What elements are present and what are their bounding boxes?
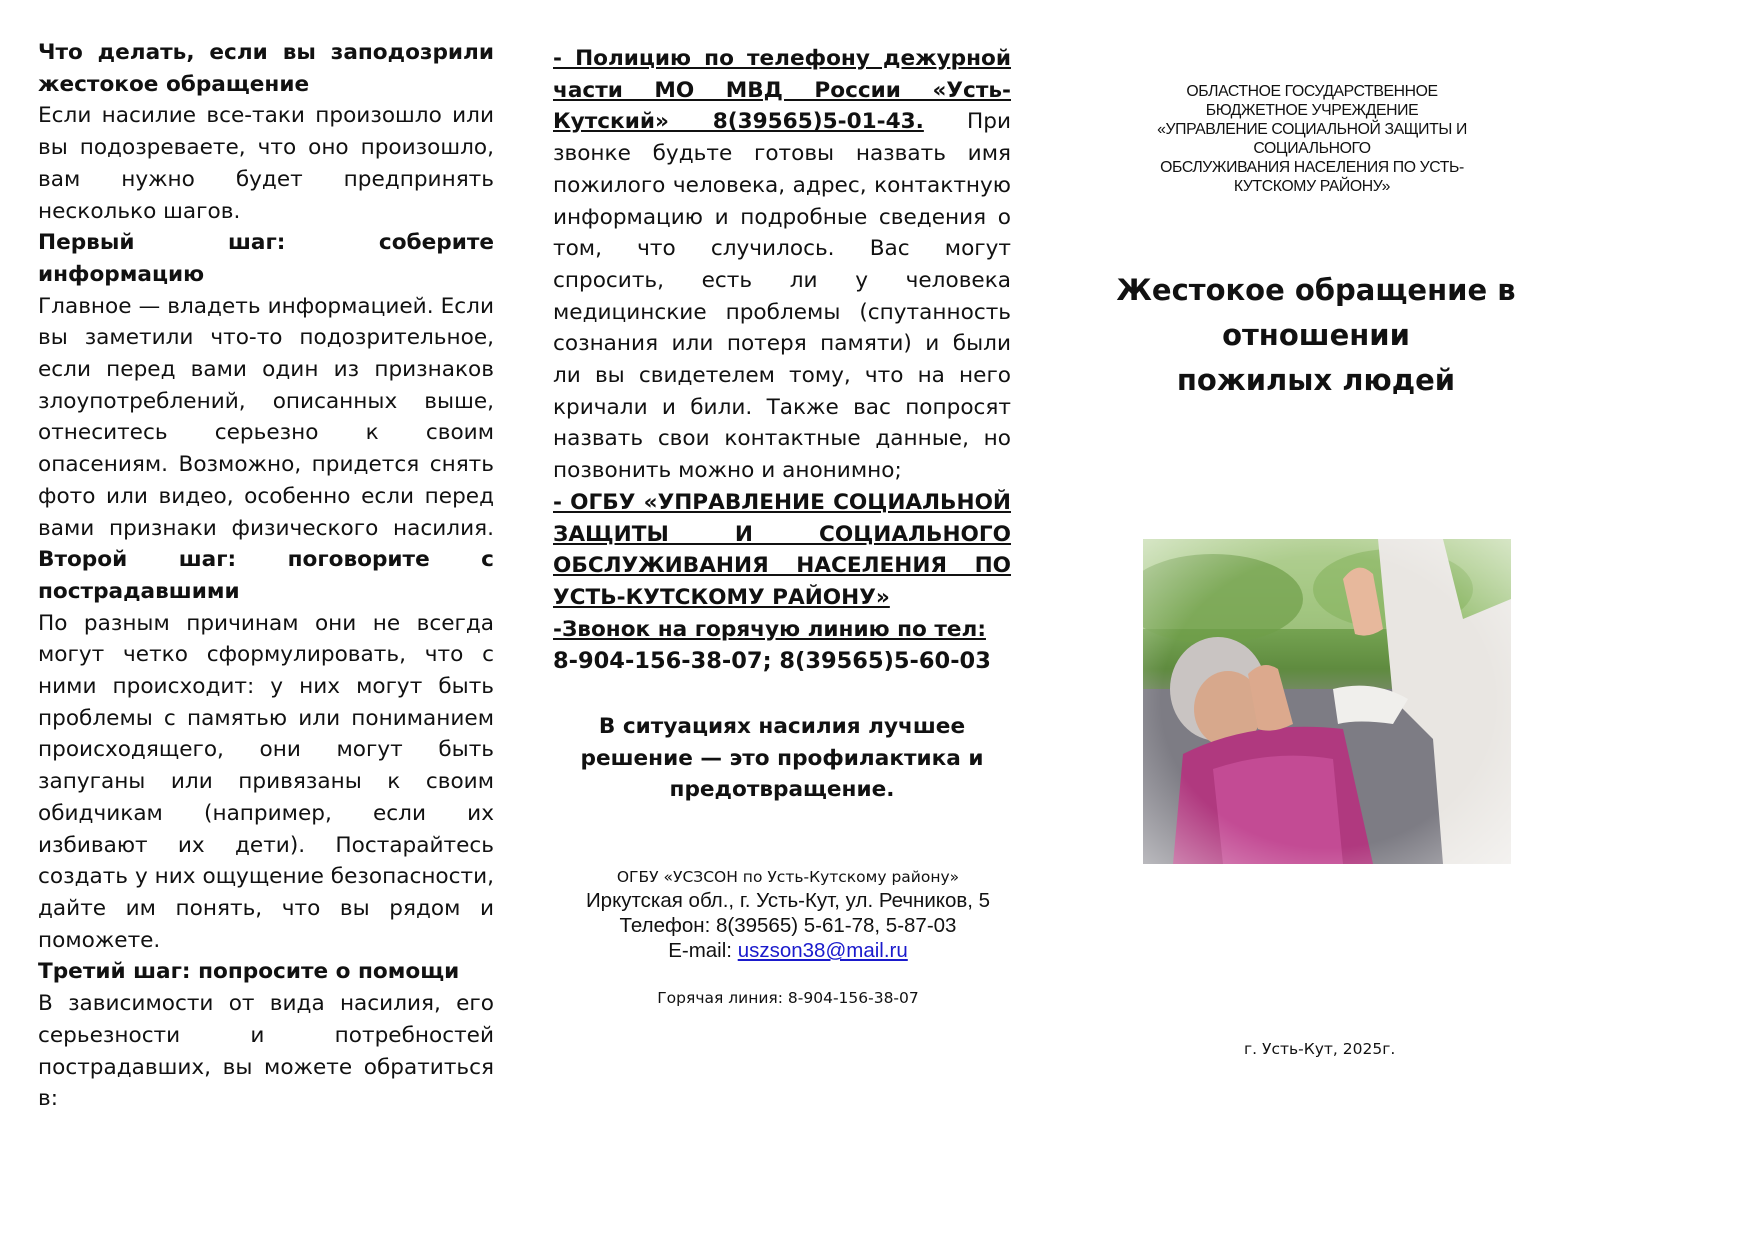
agency-line: БЮДЖЕТНОЕ УЧРЕЖДЕНИЕ: [1205, 102, 1419, 119]
step3-heading: Третий шаг: попросите о помощи: [38, 959, 460, 985]
email-link[interactable]: uszson38@mail.ru: [737, 939, 908, 962]
footer-org: ОГБУ «УСЗСОН по Усть-Кутскому району»: [616, 868, 960, 886]
agency-line: СОЦИАЛЬНОГО: [1253, 140, 1371, 157]
contact-footer: [553, 866, 1023, 1009]
section-heading: Что делать, если вы заподозрили жестокое обращение: [38, 40, 494, 97]
step1-paragraph: [38, 291, 494, 608]
police-paragraph: [553, 43, 1011, 487]
agency-header: [1126, 82, 1498, 196]
intro-text: Если насилие все-таки произошло или вы подозреваете, что оно произошло, вам нужно будет предпринять несколько шагов.: [38, 103, 494, 224]
middle-column: [553, 43, 1011, 806]
agency-line: «УПРАВЛЕНИЕ СОЦИАЛЬНОЙ ЗАЩИТЫ И: [1157, 121, 1467, 138]
agency-line: ОБСЛУЖИВАНИЯ НАСЕЛЕНИЯ ПО УСТЬ-: [1160, 159, 1464, 176]
step1-text: Главное — владеть информацией. Если вы заметили что-то подозрительное, если перед вами один из признаков злоупотреблений, описанных выше, отнеситесь серьезно к своим опасениям. Возможно, придется снять фото или видео, особенно если перед вами признаки физического насилия.: [38, 293, 494, 541]
step1-heading: Первый шаг: соберите информацию: [38, 230, 494, 287]
police-contact: - Полицию по телефону дежурной части МО МВД России «Усть-Кутский» 8(39565)5-01-43.: [553, 46, 1011, 135]
agency-contact: - ОГБУ «УПРАВЛЕНИЕ СОЦИАЛЬНОЙ ЗАЩИТЫ И СОЦИАЛЬНОГО ОБСЛУЖИВАНИЯ НАСЕЛЕНИЯ ПО УСТЬ-КУТСКОМУ РАЙОНУ»: [553, 489, 1011, 610]
left-column: [38, 37, 494, 1115]
slogan: В ситуациях насилия лучшее решение — это профилактика и предотвращение.: [580, 714, 984, 803]
photo-illustration: [1143, 539, 1511, 864]
hotline-numbers: 8-904-156-38-07; 8(39565)5-60-03: [553, 648, 991, 675]
hotline-label: -Звонок на горячую линию по тел:: [553, 616, 986, 642]
agency-line: ОБЛАСТНОЕ ГОСУДАРСТВЕННОЕ: [1186, 83, 1438, 100]
police-instructions: При звонке будьте готовы назвать имя пожилого человека, адрес, контактную информацию и подробные сведения о том, что случилось. Вас могут спросить, есть ли у человека медицинские проблемы (спутанность сознания или потеря памяти) и были ли вы свидетелем тому, что на него кричали и били. Также вас попросят назвать свои контактные данные, но позвонить можно и анонимно;: [553, 109, 1011, 484]
place-and-year: г. Усть-Кут, 2025г.: [1244, 1040, 1396, 1058]
elderly-abuse-photo: [1143, 539, 1511, 864]
footer-address: Иркутская обл., г. Усть-Кут, ул. Речников, 5 Телефон: 8(39565) 5-61-78, 5-87-03: [585, 889, 991, 937]
step2-text: По разным причинам они не всегда могут четко сформулировать, что с ними происходит: у них могут быть проблемы с памятью или пониманием происходящего, они могут быть запуганы или привязаны к своим обидчикам (например, если их избивают их дети). Постарайтесь создать у них ощущение безопасности, дайте им понять, что вы рядом и поможете.: [38, 610, 494, 953]
agency-line: КУТСКОМУ РАЙОНУ»: [1233, 178, 1391, 195]
footer-email-line: [553, 938, 1023, 963]
brochure-title: [1100, 268, 1532, 403]
step3-text: В зависимости от вида насилия, его серьезности и потребностей пострадавших, вы можете обратиться в:: [38, 991, 494, 1112]
title-line: Жестокое обращение в: [1116, 273, 1516, 307]
footer-hotline: Горячая линия: 8-904-156-38-07: [657, 989, 919, 1007]
title-line: отношении: [1222, 318, 1410, 352]
title-line: пожилых людей: [1176, 363, 1456, 397]
footer-email-label: E-mail:: [668, 939, 732, 962]
step2-heading: Второй шаг: поговорите с пострадавшими: [38, 547, 494, 604]
